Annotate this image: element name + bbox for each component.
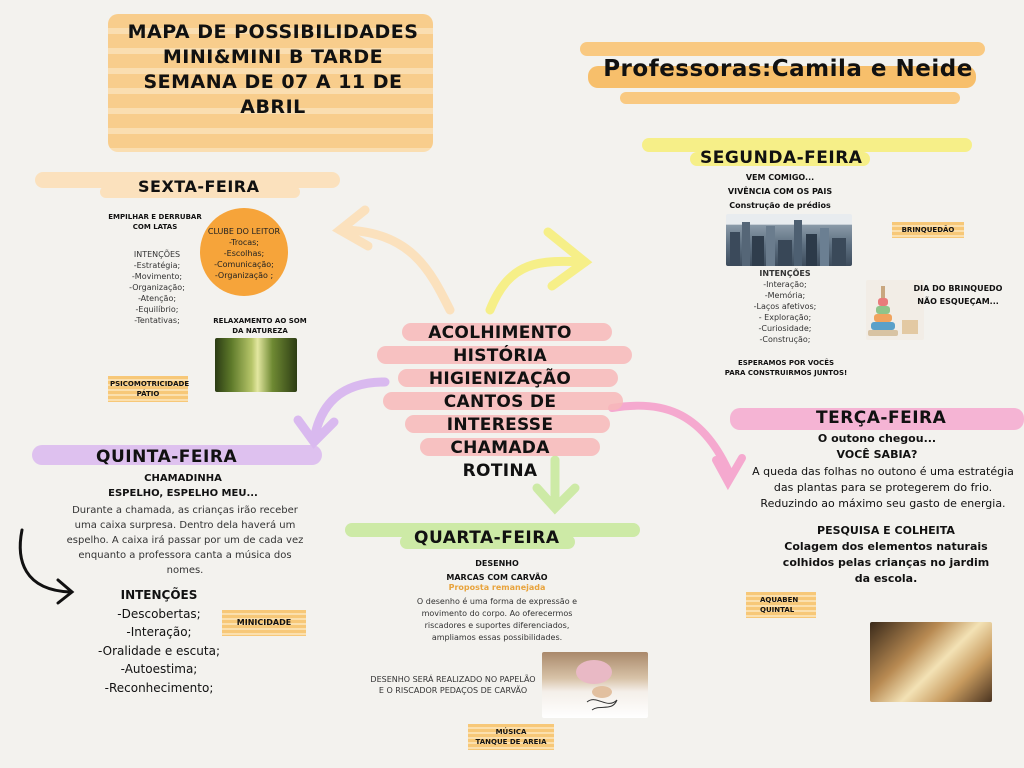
terca-lines: O outono chegou... VOCÊ SABIA? [817,432,937,461]
forest-photo [215,338,297,392]
sexta-activity: EMPILHAR E DERRUBAR COM LATAS [108,213,202,231]
quarta-lines: DESENHO MARCAS COM CARVÃO [446,559,548,582]
quarta-extra: DESENHO SERÁ REALIZADO NO PAPELÃO E O RISCADOR PEDAÇOS DE CARVÃO [370,675,536,695]
quarta-title: QUARTA-FEIRA [414,528,560,548]
sexta-tag: PSICOMOTRICIDADE PÁTIO [108,376,188,402]
quinta-title: QUINTA-FEIRA [96,447,238,467]
segunda-lines: VEM COMIGO... VIVÊNCIA COM OS PAIS Construção de prédios [727,173,833,210]
club-text: CLUBE DO LEITOR -Trocas; -Escolhas; -Comunicação; -Organização ; [207,227,281,280]
quinta-text: Durante a chamada, as crianças irão receber uma caixa surpresa. Dentro dela haverá um espelho. A caixa irá passar por um de cada vez enquanto a professora canta a música dos nomes. [66,505,304,576]
quarta-tag: MÚSICA TANQUE DE AREIA [468,724,554,750]
quinta-tag: MINICIDADE [222,610,306,636]
segunda-closing: ESPERAMOS POR VOCÊS PARA CONSTRUIRMOS JUNTOS! [724,359,848,377]
terca-tag: AQUABEN QUINTAL [746,592,816,618]
terca-text: A queda das folhas no outono é uma estratégia das plantas para se protegerem do frio. Reduzindo ao máximo seu gasto de energia. [752,465,1014,510]
segunda-intencoes: INTENÇÕES -Interação; -Memória; -Laços afetivos; - Exploração; -Curiosidade; -Construção; [753,269,817,344]
autumn-photo [870,622,992,702]
quinta-intencoes: INTENÇÕES -Descobertas; -Interação; -Oralidade e escuta; -Autoestima; -Reconhecimento; [98,588,220,695]
teachers-name: Professoras:Camila e Neide [603,56,973,82]
segunda-tag: BRINQUEDÃO [892,222,964,238]
terca-subsection: PESQUISA E COLHEITA Colagem dos elementos naturais colhidos pelas crianças no jardim da escola. [782,524,990,585]
relax-label: RELAXAMENTO AO SOM DA NATUREZA [213,317,307,335]
city-buildings-photo [726,214,852,266]
child-drawing-icon [542,652,648,718]
drawing-photo [542,652,648,718]
toy-day-note: DIA DO BRINQUEDO NÃO ESQUEÇAM... [913,284,1003,306]
sexta-intencoes: INTENÇÕES -Estratégia; -Movimento; -Organização; -Atenção; -Equilíbrio; -Tentativas; [129,250,185,325]
quarta-note: Proposta remanejada [448,583,546,592]
segunda-title: SEGUNDA-FEIRA [700,148,863,168]
sexta-title: SEXTA-FEIRA [138,177,260,196]
page-title: MAPA DE POSSIBILIDADES MINI&MINI B TARDE SEMANA DE 07 A 11 DE ABRIL [127,21,419,118]
city-icon [726,214,852,266]
terca-title: TERÇA-FEIRA [816,408,947,428]
arrow-to-terca [612,406,728,470]
quinta-lines: CHAMADINHA ESPELHO, ESPELHO MEU... [108,473,258,499]
quarta-text: O desenho é uma forma de expressão e movimento do corpo. Ao oferecermos riscadores e suportes diferenciados, ampliamos essas possibilidades. [416,597,578,642]
daily-routine-list: ACOLHIMENTO HISTÓRIA HIGIENIZAÇÃO CANTOS DE INTERESSE CHAMADA ROTINA [428,323,572,481]
